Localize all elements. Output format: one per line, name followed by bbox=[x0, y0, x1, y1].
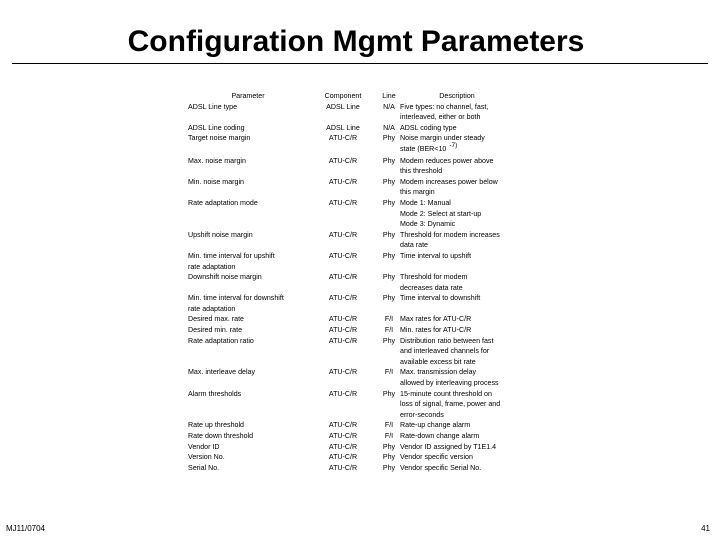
cell-line: Vendor specific Serial No. bbox=[400, 463, 482, 472]
cell-parameter bbox=[188, 367, 308, 388]
cell-line: error-seconds bbox=[400, 410, 444, 419]
cell-parameter bbox=[188, 133, 308, 155]
cell-parameter bbox=[188, 442, 308, 453]
cell-line-type: F/I bbox=[384, 368, 394, 377]
cell-line: rate adaptation bbox=[188, 304, 236, 313]
cell-component: ATU-C/R bbox=[328, 432, 358, 440]
cell-line: Distribution ratio between fast bbox=[400, 336, 494, 345]
cell-line-type: Phy bbox=[382, 294, 396, 303]
cell-line: Target noise margin bbox=[188, 134, 251, 143]
cell-line: Rate up threshold bbox=[188, 421, 244, 430]
cell-line-type: Phy bbox=[382, 177, 396, 186]
cell-parameter bbox=[188, 463, 308, 474]
header-line: Line bbox=[382, 92, 396, 100]
cell-line: this threshold bbox=[400, 167, 443, 176]
cell-parameter bbox=[188, 102, 308, 123]
cell-description bbox=[400, 156, 514, 177]
cell-description bbox=[400, 336, 514, 368]
cell-description bbox=[400, 102, 514, 123]
page-number: 41 bbox=[701, 524, 710, 533]
cell-description bbox=[400, 420, 514, 431]
table-row bbox=[188, 133, 514, 155]
cell-line: Mode 3: Dynamic bbox=[400, 220, 456, 229]
cell-description bbox=[400, 325, 514, 336]
cell-component: ATU-C/R bbox=[328, 336, 358, 345]
footer-code: MJ11/0704 bbox=[6, 524, 45, 533]
cell-line: Min. noise margin bbox=[188, 177, 244, 186]
cell-line-type: Phy bbox=[382, 251, 396, 260]
cell-component: ATU-C/R bbox=[328, 463, 358, 472]
table-row bbox=[188, 102, 514, 123]
cell-line: ADSL Line coding bbox=[188, 123, 245, 132]
cell-description bbox=[400, 272, 514, 293]
cell-component: ATU-C/R bbox=[328, 156, 358, 165]
cell-description bbox=[400, 293, 514, 314]
cell-parameter bbox=[188, 123, 308, 134]
cell-line-type: Phy bbox=[382, 453, 396, 462]
cell-parameter bbox=[188, 420, 308, 431]
cell-line-type: N/A bbox=[383, 102, 395, 111]
table-row bbox=[188, 389, 514, 421]
cell-line: Mode 1: Manual bbox=[400, 198, 451, 207]
cell-line: Time interval to upshift bbox=[400, 251, 472, 260]
cell-description bbox=[400, 314, 514, 325]
slide-title: Configuration Mgmt Parameters bbox=[127, 25, 585, 58]
cell-line: Max. transmission delay bbox=[400, 368, 477, 377]
cell-component: ADSL Line bbox=[326, 123, 360, 132]
cell-component: ATU-C/R bbox=[328, 326, 358, 335]
cell-description bbox=[400, 198, 514, 230]
cell-line: Five types: no channel, fast, bbox=[400, 102, 489, 111]
cell-line: Upshift noise margin bbox=[188, 230, 253, 239]
table-row bbox=[188, 251, 514, 272]
cell-line-type: F/I bbox=[384, 315, 394, 324]
cell-line: Mode 2: Select at start-up bbox=[400, 209, 482, 218]
cell-line: Vendor specific version bbox=[400, 453, 473, 462]
cell-line: Max rates for ATU-C/R bbox=[400, 315, 472, 324]
cell-description bbox=[400, 230, 514, 251]
cell-component: ATU-C/R bbox=[328, 368, 358, 377]
cell-line: Modem increases power below bbox=[400, 177, 498, 186]
cell-description bbox=[400, 123, 514, 134]
cell-line: Modem reduces power above bbox=[400, 156, 494, 165]
cell-parameter bbox=[188, 198, 308, 230]
cell-line: interleaved, either or both bbox=[400, 113, 481, 122]
table-row bbox=[188, 123, 514, 134]
title-divider bbox=[12, 63, 708, 64]
cell-line-type: Phy bbox=[382, 336, 396, 345]
cell-component: ATU-C/R bbox=[328, 315, 358, 324]
cell-parameter bbox=[188, 177, 308, 198]
cell-description bbox=[400, 177, 514, 198]
cell-description bbox=[400, 251, 514, 272]
cell-line-type: F/I bbox=[384, 421, 394, 430]
cell-line: Serial No. bbox=[188, 463, 220, 472]
cell-line-type: Phy bbox=[382, 273, 396, 282]
cell-parameter bbox=[188, 325, 308, 336]
cell-line: decreases data rate bbox=[400, 283, 463, 292]
cell-line: Rate down threshold bbox=[188, 432, 254, 440]
cell-line: this margin bbox=[400, 188, 435, 197]
table-row bbox=[188, 177, 514, 198]
cell-component: ATU-C/R bbox=[328, 198, 358, 207]
cell-parameter bbox=[188, 336, 308, 368]
cell-line-type: Phy bbox=[382, 463, 396, 472]
cell-line: loss of signal, frame, power and bbox=[400, 400, 501, 409]
cell-line: Rate-up change alarm bbox=[400, 421, 471, 430]
cell-line: Rate adaptation mode bbox=[188, 198, 258, 207]
cell-parameter bbox=[188, 251, 308, 272]
cell-parameter bbox=[188, 272, 308, 293]
cell-line: data rate bbox=[400, 241, 429, 250]
cell-component: ATU-C/R bbox=[328, 230, 358, 239]
cell-line: Vendor ID assigned by T1E1.4 bbox=[400, 442, 497, 451]
cell-line-type: Phy bbox=[382, 230, 396, 239]
cell-line: Threshold for modem bbox=[400, 273, 468, 282]
header-component: Component bbox=[324, 92, 362, 100]
cell-line: ADSL Line type bbox=[188, 102, 238, 111]
cell-line-type: F/I bbox=[384, 432, 394, 440]
cell-line: Alarm thresholds bbox=[188, 389, 242, 398]
cell-line: Noise margin under steady bbox=[400, 134, 485, 143]
cell-line: available excess bit rate bbox=[400, 357, 476, 366]
cell-component: ATU-C/R bbox=[328, 251, 358, 260]
cell-line-type: Phy bbox=[382, 442, 396, 451]
cell-line: Desired max. rate bbox=[188, 315, 244, 324]
table-row bbox=[188, 314, 514, 325]
cell-parameter bbox=[188, 389, 308, 421]
cell-component: ATU-C/R bbox=[328, 389, 358, 398]
superscript-exponent: -7) bbox=[449, 141, 458, 149]
cell-line: Rate adaptation ratio bbox=[188, 336, 254, 345]
table-row bbox=[188, 442, 514, 453]
cell-line: rate adaptation bbox=[188, 262, 236, 271]
cell-parameter bbox=[188, 156, 308, 177]
table-row bbox=[188, 293, 514, 314]
header-parameter: Parameter bbox=[231, 92, 265, 100]
header-description: Description bbox=[439, 92, 475, 100]
cell-component: ATU-C/R bbox=[328, 442, 358, 451]
cell-line: 15-minute count threshold on bbox=[400, 389, 492, 398]
cell-component: ATU-C/R bbox=[328, 421, 358, 430]
cell-line-type: F/I bbox=[384, 326, 394, 335]
cell-parameter bbox=[188, 314, 308, 325]
table-row bbox=[188, 156, 514, 177]
cell-line: Desired min. rate bbox=[188, 326, 243, 335]
cell-line-type: Phy bbox=[382, 134, 396, 143]
cell-description bbox=[400, 463, 514, 474]
cell-description bbox=[400, 367, 514, 388]
cell-line: Version No. bbox=[188, 453, 225, 462]
table-row bbox=[188, 431, 514, 442]
cell-line: Max. interleave delay bbox=[188, 368, 256, 377]
cell-line: Downshift noise margin bbox=[188, 273, 262, 282]
cell-component: ATU-C/R bbox=[328, 453, 358, 462]
cell-component: ATU-C/R bbox=[328, 177, 358, 186]
cell-line: and interleaved channels for bbox=[400, 347, 490, 356]
cell-line: Min. time interval for upshift bbox=[188, 251, 275, 260]
cell-line: allowed by interleaving process bbox=[400, 379, 499, 388]
cell-description bbox=[400, 133, 514, 155]
table-row bbox=[188, 367, 514, 388]
table-body bbox=[188, 102, 514, 474]
cell-line: Min. time interval for downshift bbox=[188, 294, 284, 303]
cell-line: Max. noise margin bbox=[188, 156, 246, 165]
table-row bbox=[188, 336, 514, 368]
table-row bbox=[188, 198, 514, 230]
table-row bbox=[188, 325, 514, 336]
cell-parameter bbox=[188, 431, 308, 442]
cell-description bbox=[400, 431, 514, 442]
cell-component: ATU-C/R bbox=[328, 294, 358, 303]
cell-line: Time interval to downshift bbox=[400, 294, 481, 303]
cell-parameter bbox=[188, 293, 308, 314]
cell-line: Min. rates for ATU-C/R bbox=[400, 326, 472, 335]
cell-line-type: Phy bbox=[382, 198, 396, 207]
cell-line: Vendor ID bbox=[188, 442, 220, 451]
cell-description bbox=[400, 442, 514, 453]
table-row bbox=[188, 452, 514, 463]
cell-description bbox=[400, 452, 514, 463]
cell-line: Rate-down change alarm bbox=[400, 432, 480, 440]
cell-line: Threshold for modem increases bbox=[400, 230, 500, 239]
table-row bbox=[188, 230, 514, 251]
cell-component: ATU-C/R bbox=[328, 273, 358, 282]
cell-description bbox=[400, 389, 514, 421]
cell-parameter bbox=[188, 230, 308, 251]
cell-line: state (BER<10 -7) bbox=[400, 141, 458, 153]
cell-parameter bbox=[188, 452, 308, 463]
cell-line-type: Phy bbox=[382, 389, 396, 398]
table-row bbox=[188, 420, 514, 431]
table-row bbox=[188, 272, 514, 293]
cell-line-type: Phy bbox=[382, 156, 396, 165]
table-header-row bbox=[188, 91, 514, 102]
cell-component: ADSL Line bbox=[326, 102, 360, 111]
cell-line: ADSL coding type bbox=[400, 123, 457, 132]
cell-component: ATU-C/R bbox=[328, 134, 358, 143]
cell-line-type: N/A bbox=[383, 123, 395, 132]
table-row bbox=[188, 463, 514, 474]
parameters-table bbox=[188, 91, 514, 473]
